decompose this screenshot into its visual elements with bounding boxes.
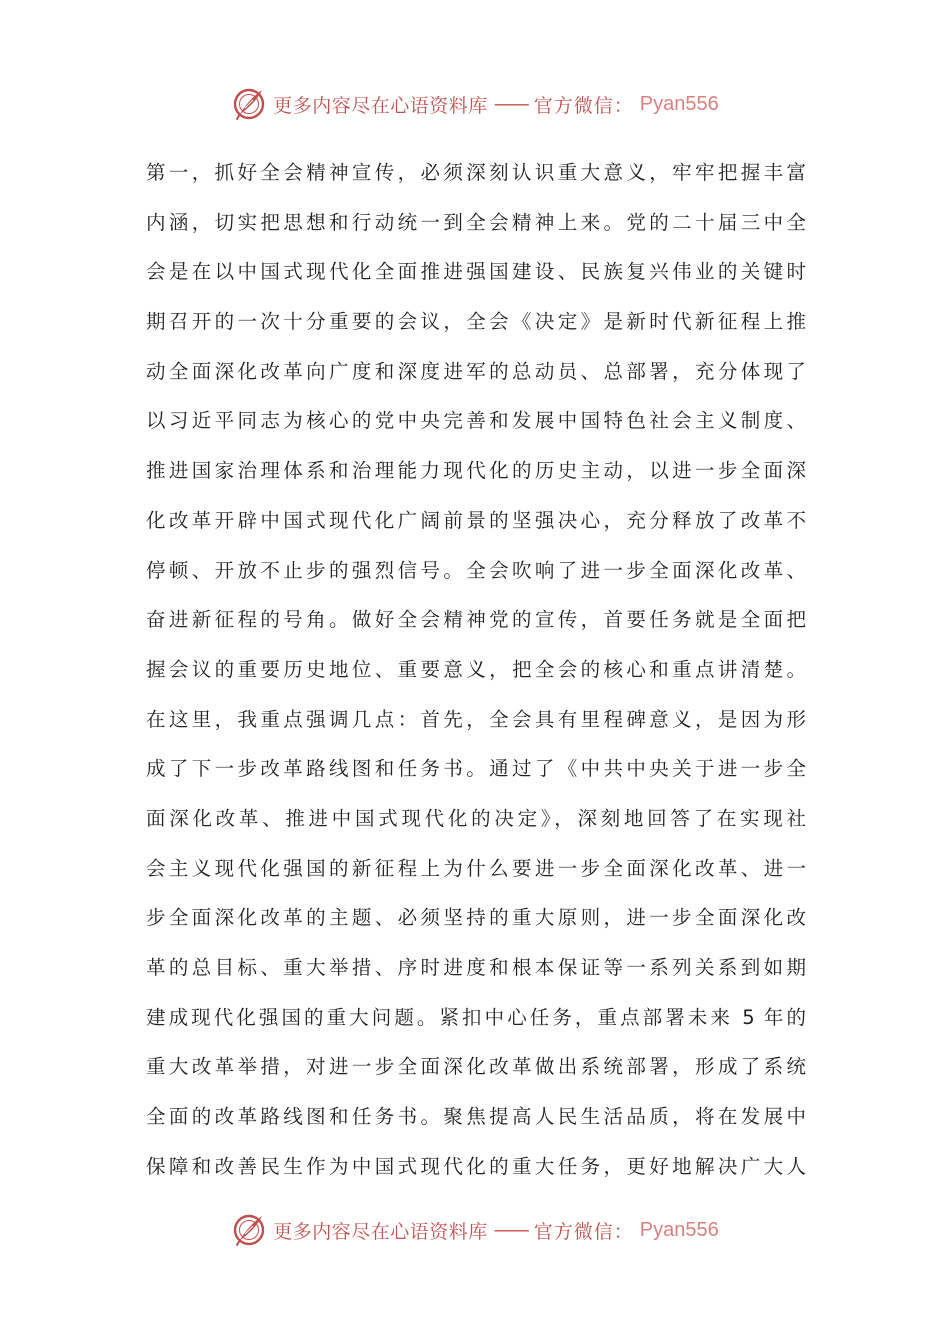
body-line-18: 建成现代化强国的重大问题。紧扣中心任务，重点部署未来 5 年的 xyxy=(146,1005,806,1029)
body-line-15: 会主义现代化强国的新征程上为什么要进一步全面深化改革、进一 xyxy=(146,856,806,880)
body-line-21: 保障和改善民生作为中国式现代化的重大任务，更好地解决广大人 xyxy=(146,1154,806,1178)
body-line-1: 第一，抓好全会精神宣传，必须深刻认识重大意义，牢牢把握丰富 xyxy=(146,161,806,184)
footer-wechat-id: Pyan556 xyxy=(639,1218,719,1241)
body-line-12: 在这里，我重点强调几点：首先，全会具有里程碑意义，是因为形 xyxy=(146,707,806,731)
body-line-6: 以习近平同志为核心的党中央完善和发展中国特色社会主义制度、 xyxy=(146,409,806,433)
footer-banner xyxy=(0,1208,950,1252)
footer-brand-text: 更多内容尽在心语资料库 xyxy=(273,1220,488,1243)
body-line-7: 推进国家治理体系和治理能力现代化的历史主动，以进一步全面深 xyxy=(146,459,806,483)
footer-wechat-label: 官方微信： xyxy=(533,1220,634,1243)
header-banner xyxy=(0,82,950,126)
header-dash: —— xyxy=(493,93,528,115)
header-brand-text: 更多内容尽在心语资料库 xyxy=(273,94,488,117)
body-line-3: 会是在以中国式现代化全面推进强国建设、民族复兴伟业的关键时 xyxy=(146,260,806,284)
body-line-19: 重大改革举措，对进一步全面深化改革做出系统部署，形成了系统 xyxy=(146,1055,806,1079)
body-line-20: 全面的改革路线图和任务书。聚焦提高人民生活品质，将在发展中 xyxy=(146,1105,806,1129)
body-line-9: 停顿、开放不止步的强烈信号。全会吹响了进一步全面深化改革、 xyxy=(146,558,806,582)
quill-logo-icon xyxy=(231,86,267,122)
body-line-8: 化改革开辟中国式现代化广阔前景的坚强决心，充分释放了改革不 xyxy=(146,508,806,532)
footer-dash: —— xyxy=(493,1219,528,1241)
body-line-2: 内涵，切实把思想和行动统一到全会精神上来。党的二十届三中全 xyxy=(146,210,806,234)
body-line-11: 握会议的重要历史地位、重要意义，把全会的核心和重点讲清楚。 xyxy=(146,657,806,681)
header-wechat-id: Pyan556 xyxy=(639,92,719,115)
body-line-10: 奋进新征程的号角。做好全会精神党的宣传，首要任务就是全面把 xyxy=(146,608,806,632)
body-line-4: 期召开的一次十分重要的会议，全会《决定》是新时代新征程上推 xyxy=(146,310,806,334)
quill-logo-icon xyxy=(231,1212,267,1248)
body-line-17: 革的总目标、重大举措、序时进度和根本保证等一系列关系到如期 xyxy=(146,956,806,979)
document-body xyxy=(146,148,806,1191)
body-line-13: 成了下一步改革路线图和任务书。通过了《中共中央关于进一步全 xyxy=(146,757,806,781)
body-line-14: 面深化改革、推进中国式现代化的决定》，深刻地回答了在实现社 xyxy=(146,806,806,830)
body-line-5: 动全面深化改革向广度和深度进军的总动员、总部署，充分体现了 xyxy=(146,359,806,383)
body-line-16: 步全面深化改革的主题、必须坚持的重大原则，进一步全面深化改 xyxy=(146,906,806,930)
header-wechat-label: 官方微信： xyxy=(533,94,634,117)
